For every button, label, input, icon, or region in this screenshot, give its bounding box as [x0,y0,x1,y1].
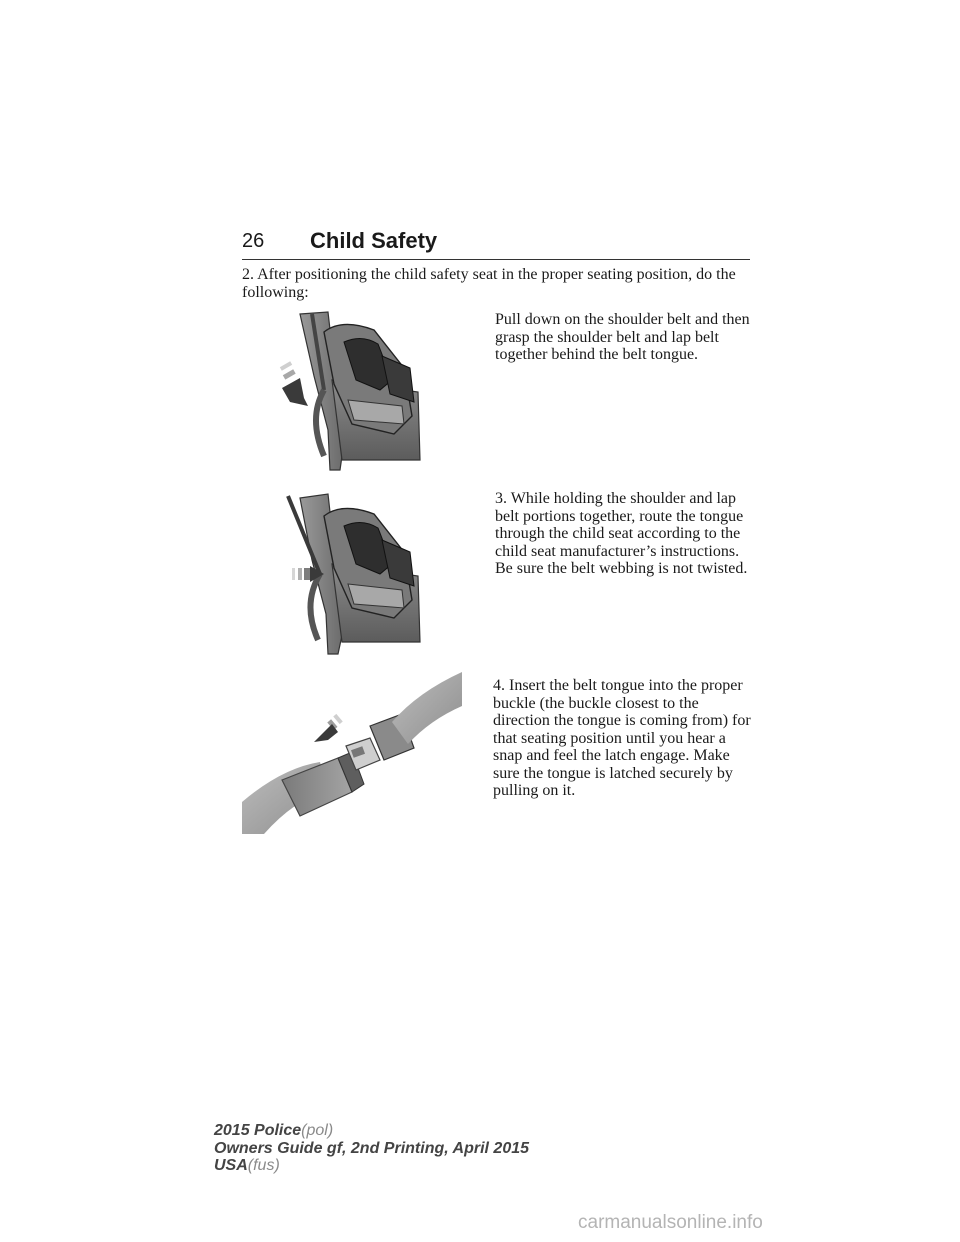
footer-market: USA [214,1157,248,1174]
footer-edition: Owners Guide gf, 2nd Printing, April 2015 [214,1139,530,1157]
footer-market-code: (fus) [247,1157,280,1174]
footer-line-3 [214,1157,529,1175]
watermark-link[interactable]: carmanualsonline.info [578,1212,763,1233]
step-pull-belt: Pull down on the shoulder belt and then grasp the shoulder belt and lap belt together behind the belt tongue. [495,311,750,363]
footer-model: 2015 Police [214,1122,302,1139]
step-insert-buckle: 4. Insert the belt tongue into the proper buckle (the buckle closest to the direction the tongue is coming from) for that seating position until you hear a snap and feel the latch engage. Make sure the tongue is latched securely by pulling on it. [493,677,751,799]
child-seat-pull-belt-illustration [278,310,428,474]
intro-paragraph: 2. After positioning the child safety seat in the proper seating position, do the following: [242,266,736,301]
page-header [242,228,750,258]
section-title: Child Safety [310,228,438,253]
header-rule [242,259,750,260]
buckle-insert-illustration [242,672,462,836]
arrow-down-icon [280,361,308,406]
arrow-down-left-icon [314,714,343,742]
page-number: 26 [242,230,265,252]
child-seat-route-belt-illustration [280,490,428,660]
footer-model-code: (pol) [301,1122,334,1139]
footer-line-1 [214,1122,529,1140]
footer-line-2 [214,1140,529,1158]
footer [214,1122,529,1175]
step-route-belt: 3. While holding the shoulder and lap belt portions together, route the tongue through the child seat according to the child seat manufacturer’s instructions. Be sure the belt webbing is not twisted. [495,490,748,577]
